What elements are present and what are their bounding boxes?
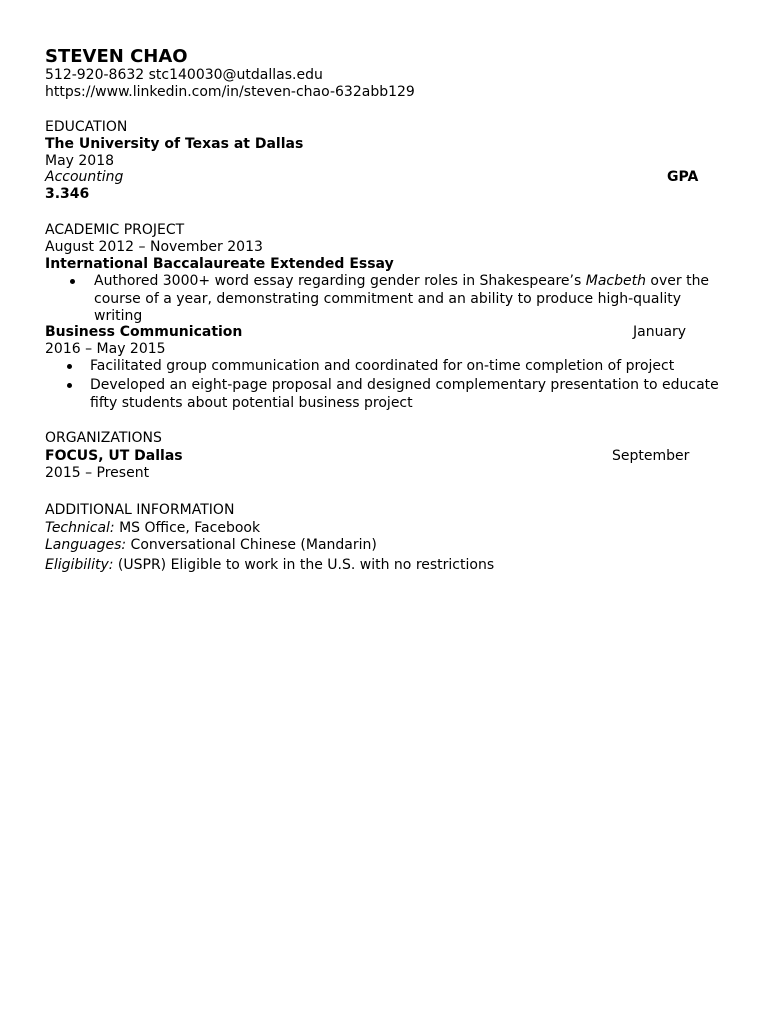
organization-date-line-2: 2015 – Present (45, 465, 150, 481)
additional-info-heading: ADDITIONAL INFORMATION (45, 502, 235, 518)
project-bullet-1-line-2: course of a year, demonstrating commitment and an ability to produce high-quality (94, 291, 682, 307)
languages-label: Languages: (45, 537, 127, 553)
project-title: International Baccalaureate Extended Essay (45, 256, 394, 272)
graduation-date: May 2018 (45, 153, 115, 169)
bullet-icon (67, 383, 72, 388)
school-name: The University of Texas at Dallas (45, 136, 304, 152)
gpa-value: 3.346 (45, 186, 90, 202)
project-2-date-line-2: 2016 – May 2015 (45, 341, 166, 357)
organization-date: September (612, 448, 690, 464)
bullet-1-text: Authored 3000+ word essay regarding gender roles in Shakespeare’s (94, 273, 586, 289)
academic-project-heading: ACADEMIC PROJECT (45, 222, 185, 238)
bullet-icon (67, 364, 72, 369)
technical-skills (45, 520, 260, 537)
gpa-label: GPA (667, 169, 699, 185)
project-2-bullet-2: Developed an eight-page proposal and designed complementary presentation to educate (90, 377, 719, 393)
technical-value: MS Office, Facebook (114, 520, 261, 536)
project-bullet-1 (94, 273, 709, 290)
project-2-title: Business Communication (45, 324, 243, 340)
linkedin-url: https://www.linkedin.com/in/steven-chao-632abb129 (45, 84, 415, 100)
candidate-name: STEVEN CHAO (45, 46, 188, 67)
languages (45, 537, 377, 554)
eligibility-value: (USPR) Eligible to work in the U.S. with no restrictions (113, 557, 495, 573)
project-2-date: January (633, 324, 687, 340)
eligibility-label: Eligibility: (45, 557, 114, 573)
project-2-bullet-1: Facilitated group communication and coordinated for on-time completion of project (90, 358, 675, 374)
eligibility (45, 557, 494, 574)
contact-line: 512-920-8632 stc140030@utdallas.edu (45, 67, 323, 83)
languages-value: Conversational Chinese (Mandarin) (126, 537, 377, 553)
bullet-1-italic: Macbeth (585, 273, 646, 289)
education-heading: EDUCATION (45, 119, 128, 135)
project-bullet-1-line-3: writing (94, 308, 143, 324)
technical-label: Technical: (45, 520, 115, 536)
organizations-heading: ORGANIZATIONS (45, 430, 162, 446)
major: Accounting (45, 169, 124, 185)
bullet-icon (70, 279, 75, 284)
bullet-1-text-end: over the (645, 273, 710, 289)
project-2-bullet-2-line-2: fifty students about potential business project (90, 395, 413, 411)
project-date: August 2012 – November 2013 (45, 239, 263, 255)
organization-name: FOCUS, UT Dallas (45, 448, 183, 464)
